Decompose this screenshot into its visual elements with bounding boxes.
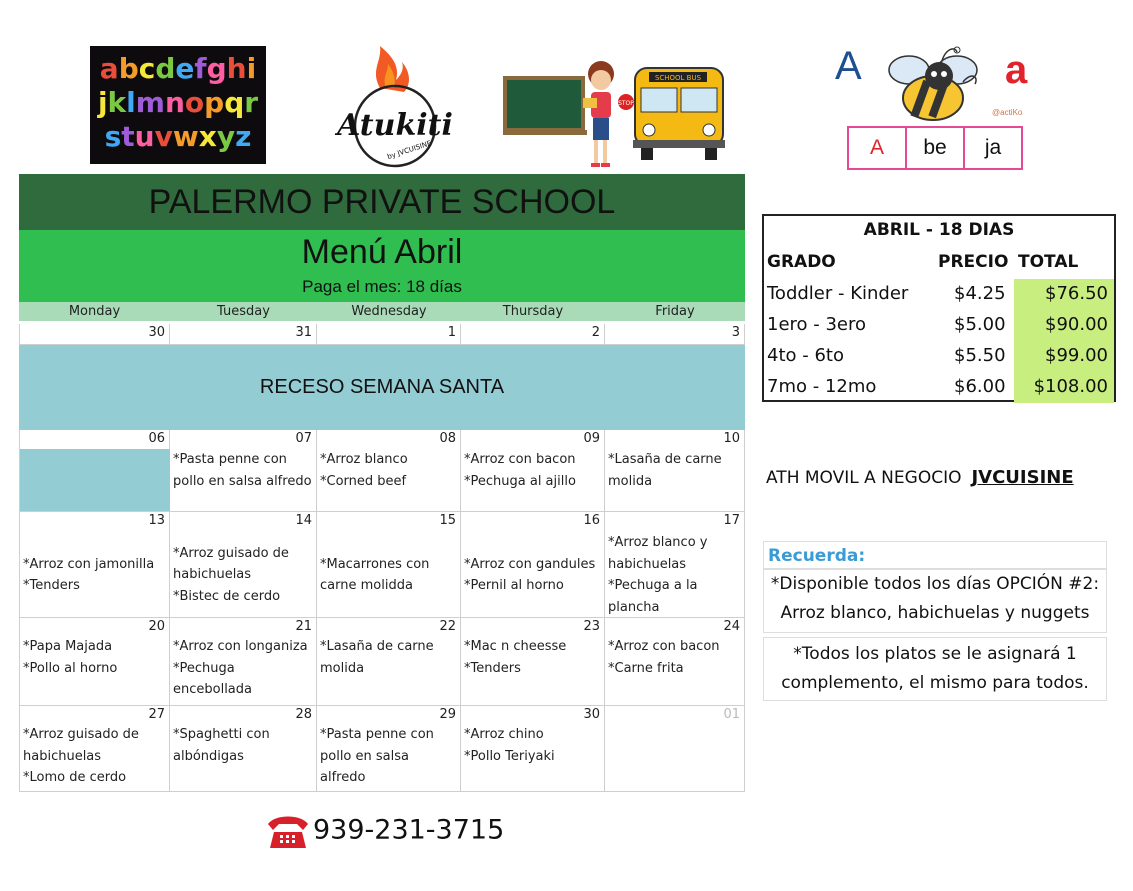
syllable-1: A	[849, 128, 907, 168]
alphabet-line-2: jklmnopqr	[97, 86, 259, 119]
classroom-bus-illustration	[503, 60, 728, 170]
alphabet-logo	[90, 46, 266, 164]
menu-items	[173, 636, 314, 701]
menu-item-line: *Lomo de cerdo	[23, 770, 127, 785]
day-number: 01	[723, 707, 740, 722]
menu-item-line: pollo en salsa	[320, 748, 409, 764]
grade-label: 7mo - 12mo	[767, 376, 877, 397]
menu-item-line: habichuelas	[23, 748, 102, 764]
menu-item-line: *Arroz guisado de	[23, 727, 139, 742]
bee-big-letter: A	[835, 44, 862, 88]
menu-item-line: *Pasta penne con	[173, 452, 287, 467]
day-number: 30	[583, 707, 600, 722]
total-cell	[1014, 341, 1114, 372]
day-number: 17	[723, 513, 740, 528]
menu-items	[23, 724, 167, 789]
menu-item-line: molida	[320, 660, 365, 676]
menu-items	[464, 554, 602, 597]
menu-item-line: *Mac n cheesse	[464, 639, 567, 654]
menu-items	[320, 449, 458, 492]
menu-items	[320, 636, 458, 679]
reminder-box	[763, 541, 1107, 701]
menu-day-cell	[605, 430, 745, 512]
atukiti-sub: by JVCUISINE	[386, 139, 433, 161]
price-value: $6.00	[954, 376, 1006, 397]
date-cell	[317, 324, 461, 345]
price-value: $5.00	[954, 314, 1006, 335]
menu-item-line: carne molidda	[320, 578, 413, 593]
total-cell	[1014, 310, 1114, 341]
bee-small-letter: a	[1005, 48, 1028, 92]
menu-item-line: habichuelas	[173, 567, 252, 583]
price-value: $4.25	[954, 283, 1006, 304]
bee-icon	[879, 42, 989, 126]
menu-item-line: encebollada	[173, 682, 252, 697]
bus-label: SCHOOL BUS	[654, 74, 702, 82]
menu-day-cell	[605, 618, 745, 706]
day-number: 21	[295, 619, 312, 634]
menu-item-line: albóndigas	[173, 748, 244, 764]
price-header-grade: GRADO	[767, 252, 836, 272]
day-header-monday: Monday	[19, 302, 170, 321]
date-cell	[461, 324, 605, 345]
price-row	[764, 310, 1114, 341]
menu-day-cell	[170, 706, 317, 792]
menu-subtitle: Paga el mes: 18 días	[302, 277, 462, 296]
day-number: 31	[295, 325, 312, 340]
syllable-2: be	[907, 128, 965, 168]
menu-band	[19, 230, 745, 302]
menu-item-line: *Arroz guisado de	[173, 545, 289, 561]
day-header-wednesday: Wednesday	[317, 302, 461, 321]
telephone-icon	[265, 812, 311, 850]
menu-item-line: *Arroz con longaniza	[173, 639, 308, 654]
menu-items	[23, 636, 167, 679]
phone-number: 939-231-3715	[313, 814, 505, 846]
menu-item-line: *Arroz con bacon	[608, 639, 720, 654]
menu-item-line: *Arroz blanco	[320, 452, 408, 467]
reminder-note-1	[763, 569, 1107, 633]
grade-label: 1ero - 3ero	[767, 314, 867, 335]
total-value: $108.00	[1033, 376, 1108, 397]
date-cell	[605, 324, 745, 345]
grade-label: Toddler - Kinder	[767, 283, 909, 304]
recess-banner: RECESO SEMANA SANTA	[19, 345, 745, 430]
menu-item-line: *Arroz blanco y	[608, 535, 708, 550]
day-number: 09	[583, 431, 600, 446]
day-header-thursday: Thursday	[461, 302, 605, 321]
day-number: 24	[723, 619, 740, 634]
bee-flashcard	[835, 42, 1035, 172]
day-number: 22	[439, 619, 456, 634]
total-value: $90.00	[1045, 314, 1108, 335]
menu-items	[23, 554, 167, 597]
menu-day-cell	[19, 430, 170, 512]
menu-day-cell	[170, 512, 317, 618]
menu-day-cell	[461, 430, 605, 512]
menu-day-cell	[317, 512, 461, 618]
day-number: 13	[148, 513, 165, 528]
menu-item-line: *Pollo al horno	[23, 660, 118, 676]
menu-item-line: *Papa Majada	[23, 639, 113, 654]
menu-day-cell	[605, 706, 745, 792]
menu-items	[464, 724, 602, 767]
menu-day-cell	[605, 512, 745, 618]
stop-label: STOP	[618, 100, 634, 107]
syllable-3: ja	[984, 136, 1002, 159]
day-number: 27	[148, 707, 165, 722]
total-value: $76.50	[1045, 283, 1108, 304]
menu-item-line: *Carne frita	[608, 660, 684, 676]
day-number: 30	[148, 325, 165, 340]
menu-day-cell	[19, 706, 170, 792]
school-title: PALERMO PRIVATE SCHOOL	[19, 174, 745, 230]
day-number: 07	[295, 431, 312, 446]
menu-day-cell	[19, 618, 170, 706]
menu-items	[320, 724, 458, 789]
price-row	[764, 341, 1114, 372]
price-table-title: ABRIL - 18 DIAS	[863, 220, 1015, 240]
reminder-note-1-line-2: Arroz blanco, habichuelas y nuggets	[780, 603, 1090, 623]
menu-day-cell	[317, 430, 461, 512]
menu-day-cell	[170, 618, 317, 706]
menu-item-line: *Arroz chino	[464, 727, 544, 742]
menu-item-line: *Arroz con jamonilla	[23, 556, 155, 572]
atukiti-logo	[330, 40, 460, 170]
menu-item-line: pollo en salsa alfredo	[173, 473, 312, 489]
menu-day-cell	[317, 618, 461, 706]
reminder-heading: Recuerda:	[763, 541, 1107, 569]
total-value: $99.00	[1045, 345, 1108, 366]
menu-items	[608, 636, 742, 679]
menu-item-line: *Arroz con gandules	[464, 556, 596, 572]
price-header-price: PRECIO	[938, 252, 1009, 272]
price-row	[764, 372, 1114, 403]
day-header-tuesday: Tuesday	[170, 302, 317, 321]
menu-item-line: *Corned beef	[320, 473, 407, 489]
menu-item-line: *Lasaña de carne	[608, 452, 722, 467]
day-number: 23	[583, 619, 600, 634]
ath-label: ATH MOVIL A NEGOCIO	[766, 468, 962, 488]
reminder-note-2	[763, 637, 1107, 701]
date-cell	[170, 324, 317, 345]
menu-day-cell	[170, 430, 317, 512]
day-number: 15	[439, 513, 456, 528]
menu-item-line: *Pollo Teriyaki	[464, 748, 555, 764]
price-row	[764, 279, 1114, 310]
day-number: 14	[295, 513, 312, 528]
menu-day-cell	[461, 512, 605, 618]
menu-item-line: *Bistec de cerdo	[173, 588, 281, 604]
day-number: 28	[295, 707, 312, 722]
menu-items	[173, 449, 314, 492]
total-cell	[1014, 372, 1114, 403]
day-header-friday: Friday	[605, 302, 745, 321]
menu-day-cell	[461, 706, 605, 792]
price-table	[762, 214, 1116, 402]
menu-items	[464, 636, 602, 679]
syllable-box	[847, 126, 1023, 170]
day-number: 08	[439, 431, 456, 446]
atukiti-name: Atukiti	[337, 108, 453, 143]
phone-line	[265, 812, 504, 850]
menu-items	[173, 724, 314, 767]
menu-item-line: *Macarrones con	[320, 556, 430, 572]
menu-items	[608, 532, 742, 618]
menu-item-line: *Spaghetti con	[173, 727, 270, 742]
day-number: 16	[583, 513, 600, 528]
menu-item-line: alfredo	[320, 770, 366, 785]
menu-item-line: *Pechuga al ajillo	[464, 473, 576, 489]
recess-fill	[20, 449, 170, 511]
menu-item-line: *Pechuga a la	[608, 578, 698, 593]
menu-items	[173, 543, 314, 608]
day-number: 2	[591, 325, 600, 340]
alphabet-line-1: abcdefghi	[99, 52, 257, 85]
menu-item-line: *Pasta penne con	[320, 727, 434, 742]
menu-item-line: habichuelas	[608, 556, 687, 572]
grade-label: 4to - 6to	[767, 345, 844, 366]
ath-business-name: JVCUISINE	[971, 467, 1074, 488]
price-value: $5.50	[954, 345, 1006, 366]
day-number: 3	[731, 325, 740, 340]
menu-items	[464, 449, 602, 492]
menu-item-line: *Tenders	[464, 660, 521, 676]
price-header-total: TOTAL	[1018, 252, 1079, 272]
reminder-note-1-line-1: *Disponible todos los días OPCIÓN #2:	[770, 574, 1100, 594]
reminder-note-2-line-2: complemento, el mismo para todos.	[781, 673, 1089, 693]
date-cell	[19, 324, 170, 345]
menu-day-cell	[317, 706, 461, 792]
menu-day-cell	[19, 512, 170, 618]
menu-item-line: plancha	[608, 599, 660, 615]
menu-item-line: *Pernil al horno	[464, 578, 564, 593]
menu-items	[320, 554, 458, 597]
alphabet-line-3: stuvwxyz	[104, 120, 252, 153]
total-cell	[1014, 279, 1114, 310]
day-number: 1	[447, 325, 456, 340]
menu-items	[608, 449, 742, 492]
menu-item-line: *Tenders	[23, 578, 80, 593]
day-number: 10	[723, 431, 740, 446]
menu-day-cell	[461, 618, 605, 706]
ath-movil-line	[766, 467, 1074, 488]
menu-item-line: *Pechuga	[173, 660, 235, 676]
menu-title: Menú Abril	[301, 233, 463, 271]
bee-handle: @actiKo	[992, 108, 1023, 117]
day-number: 06	[148, 431, 165, 446]
menu-item-line: *Arroz con bacon	[464, 452, 576, 467]
reminder-note-2-line-1: *Todos los platos se le asignará 1	[793, 644, 1077, 664]
menu-item-line: *Lasaña de carne	[320, 639, 434, 654]
menu-item-line: molida	[608, 473, 653, 489]
day-number: 20	[148, 619, 165, 634]
day-number: 29	[439, 707, 456, 722]
